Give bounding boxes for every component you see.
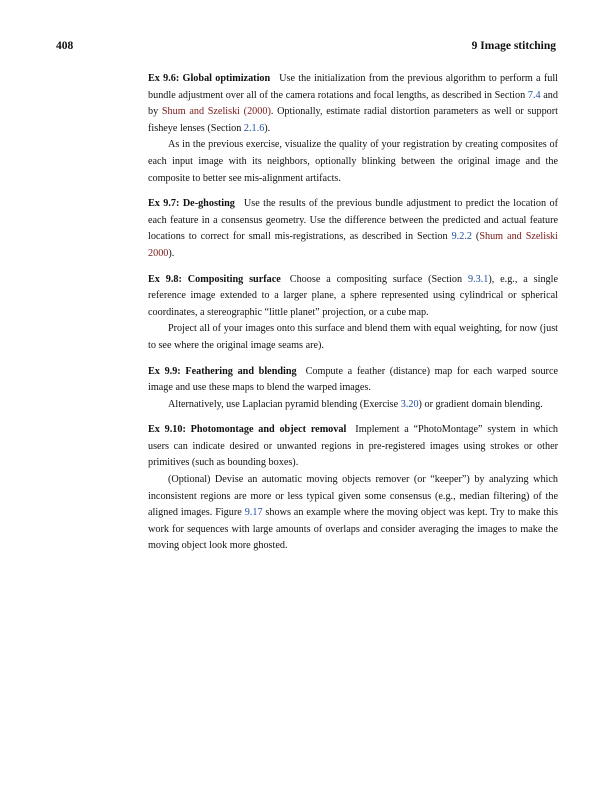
- body-text: shows an example where the moving object was kept. Try to make this work for sequences with large amounts of overlaps and consider averaging the images to make the moving object look more ghosted.: [148, 507, 558, 552]
- body-text: Compute a feather (distance) map for each warped source image and use these maps to blend the warped images.: [148, 365, 558, 394]
- section-link[interactable]: 7.4: [527, 89, 541, 101]
- exercise-paragraph: [148, 422, 558, 472]
- body-text: Implement a “PhotoMontage” system in which users can indicate desired or unwanted regions in pre-registered images using strokes or other primitives (such as bounding boxes).: [148, 424, 558, 469]
- exercise-9-8: [148, 272, 558, 355]
- body-text: ), e.g., a single reference image extended to a larger plane, a sphere represented using cylindrical or spherical coordinates, a stereographic “little planet” projection, or a cube map.: [148, 273, 558, 318]
- exercise-title: Ex 9.7: De-ghosting: [148, 198, 235, 210]
- exercise-paragraph: [148, 71, 558, 137]
- exercise-title: Ex 9.8: Compositing surface: [148, 273, 281, 285]
- exercise-9-7: [148, 196, 558, 262]
- exercise-title: Ex 9.10: Photomontage and object removal: [148, 424, 347, 436]
- running-header: [56, 40, 556, 56]
- figure-link[interactable]: 9.17: [244, 507, 263, 519]
- exercise-paragraph: [148, 272, 558, 322]
- page-number: 408: [56, 40, 74, 52]
- body-text: (: [471, 231, 480, 243]
- body-text: ).: [264, 122, 271, 134]
- body-text: Choose a compositing surface (Section: [289, 273, 468, 285]
- body-text: ) or gradient domain blending.: [418, 398, 543, 410]
- section-link[interactable]: 9.2.2: [451, 231, 472, 243]
- body-text: ).: [168, 247, 175, 259]
- chapter-title: 9 Image stitching: [471, 40, 556, 52]
- exercise-paragraph: Project all of your images onto this surface and blend them with equal weighting, for now (just to see where the original image seams are).: [148, 323, 558, 351]
- body-text: Alternatively, use Laplacian pyramid blending (Exercise: [168, 398, 401, 410]
- exercise-link[interactable]: 3.20: [400, 398, 419, 410]
- exercise-title: Ex 9.6: Global optimization: [148, 73, 271, 84]
- citation-link[interactable]: Shum and Szeliski 2000: [148, 231, 558, 259]
- citation-link[interactable]: Shum and Szeliski (2000): [161, 106, 271, 118]
- exercise-paragraph: [148, 364, 558, 397]
- body-text: Use the results of the previous bundle adjustment to predict the location of each feature in a consensus geometry. Use the difference between the predicted and actual feature locations to correct for small mis-registrations, as described in Section: [148, 198, 558, 243]
- body-text: . Optionally, estimate radial distortion parameters as well or support fisheye lenses (Section: [148, 106, 558, 134]
- exercise-paragraph: [148, 397, 558, 414]
- body-text: (Optional) Devise an automatic moving objects remover (or “keeper”) by analyzing which inconsistent regions are more or less typical given some consensus (e.g., median filtering) of the aligned images. Figure: [148, 474, 558, 519]
- exercise-paragraph: [148, 196, 558, 262]
- section-link[interactable]: 9.3.1: [467, 273, 489, 285]
- exercise-paragraph: [148, 472, 558, 555]
- body-text: Use the initialization from the previous algorithm to perform a full bundle adjustment over all of the camera rotations and focal lengths, as described in Section: [148, 73, 558, 101]
- page-body: [148, 71, 558, 564]
- section-link[interactable]: 2.1.6: [243, 122, 265, 134]
- exercise-paragraph: As in the previous exercise, visualize the quality of your registration by creating composites of each input image with its neighbors, optionally blinking between the original image and the composite to better see mis-alignment artifacts.: [148, 139, 558, 184]
- exercise-9-10: [148, 422, 558, 555]
- exercise-9-9: [148, 364, 558, 414]
- exercise-9-6: [148, 71, 558, 187]
- body-text: and by: [148, 89, 558, 118]
- exercise-title: Ex 9.9: Feathering and blending: [148, 365, 297, 377]
